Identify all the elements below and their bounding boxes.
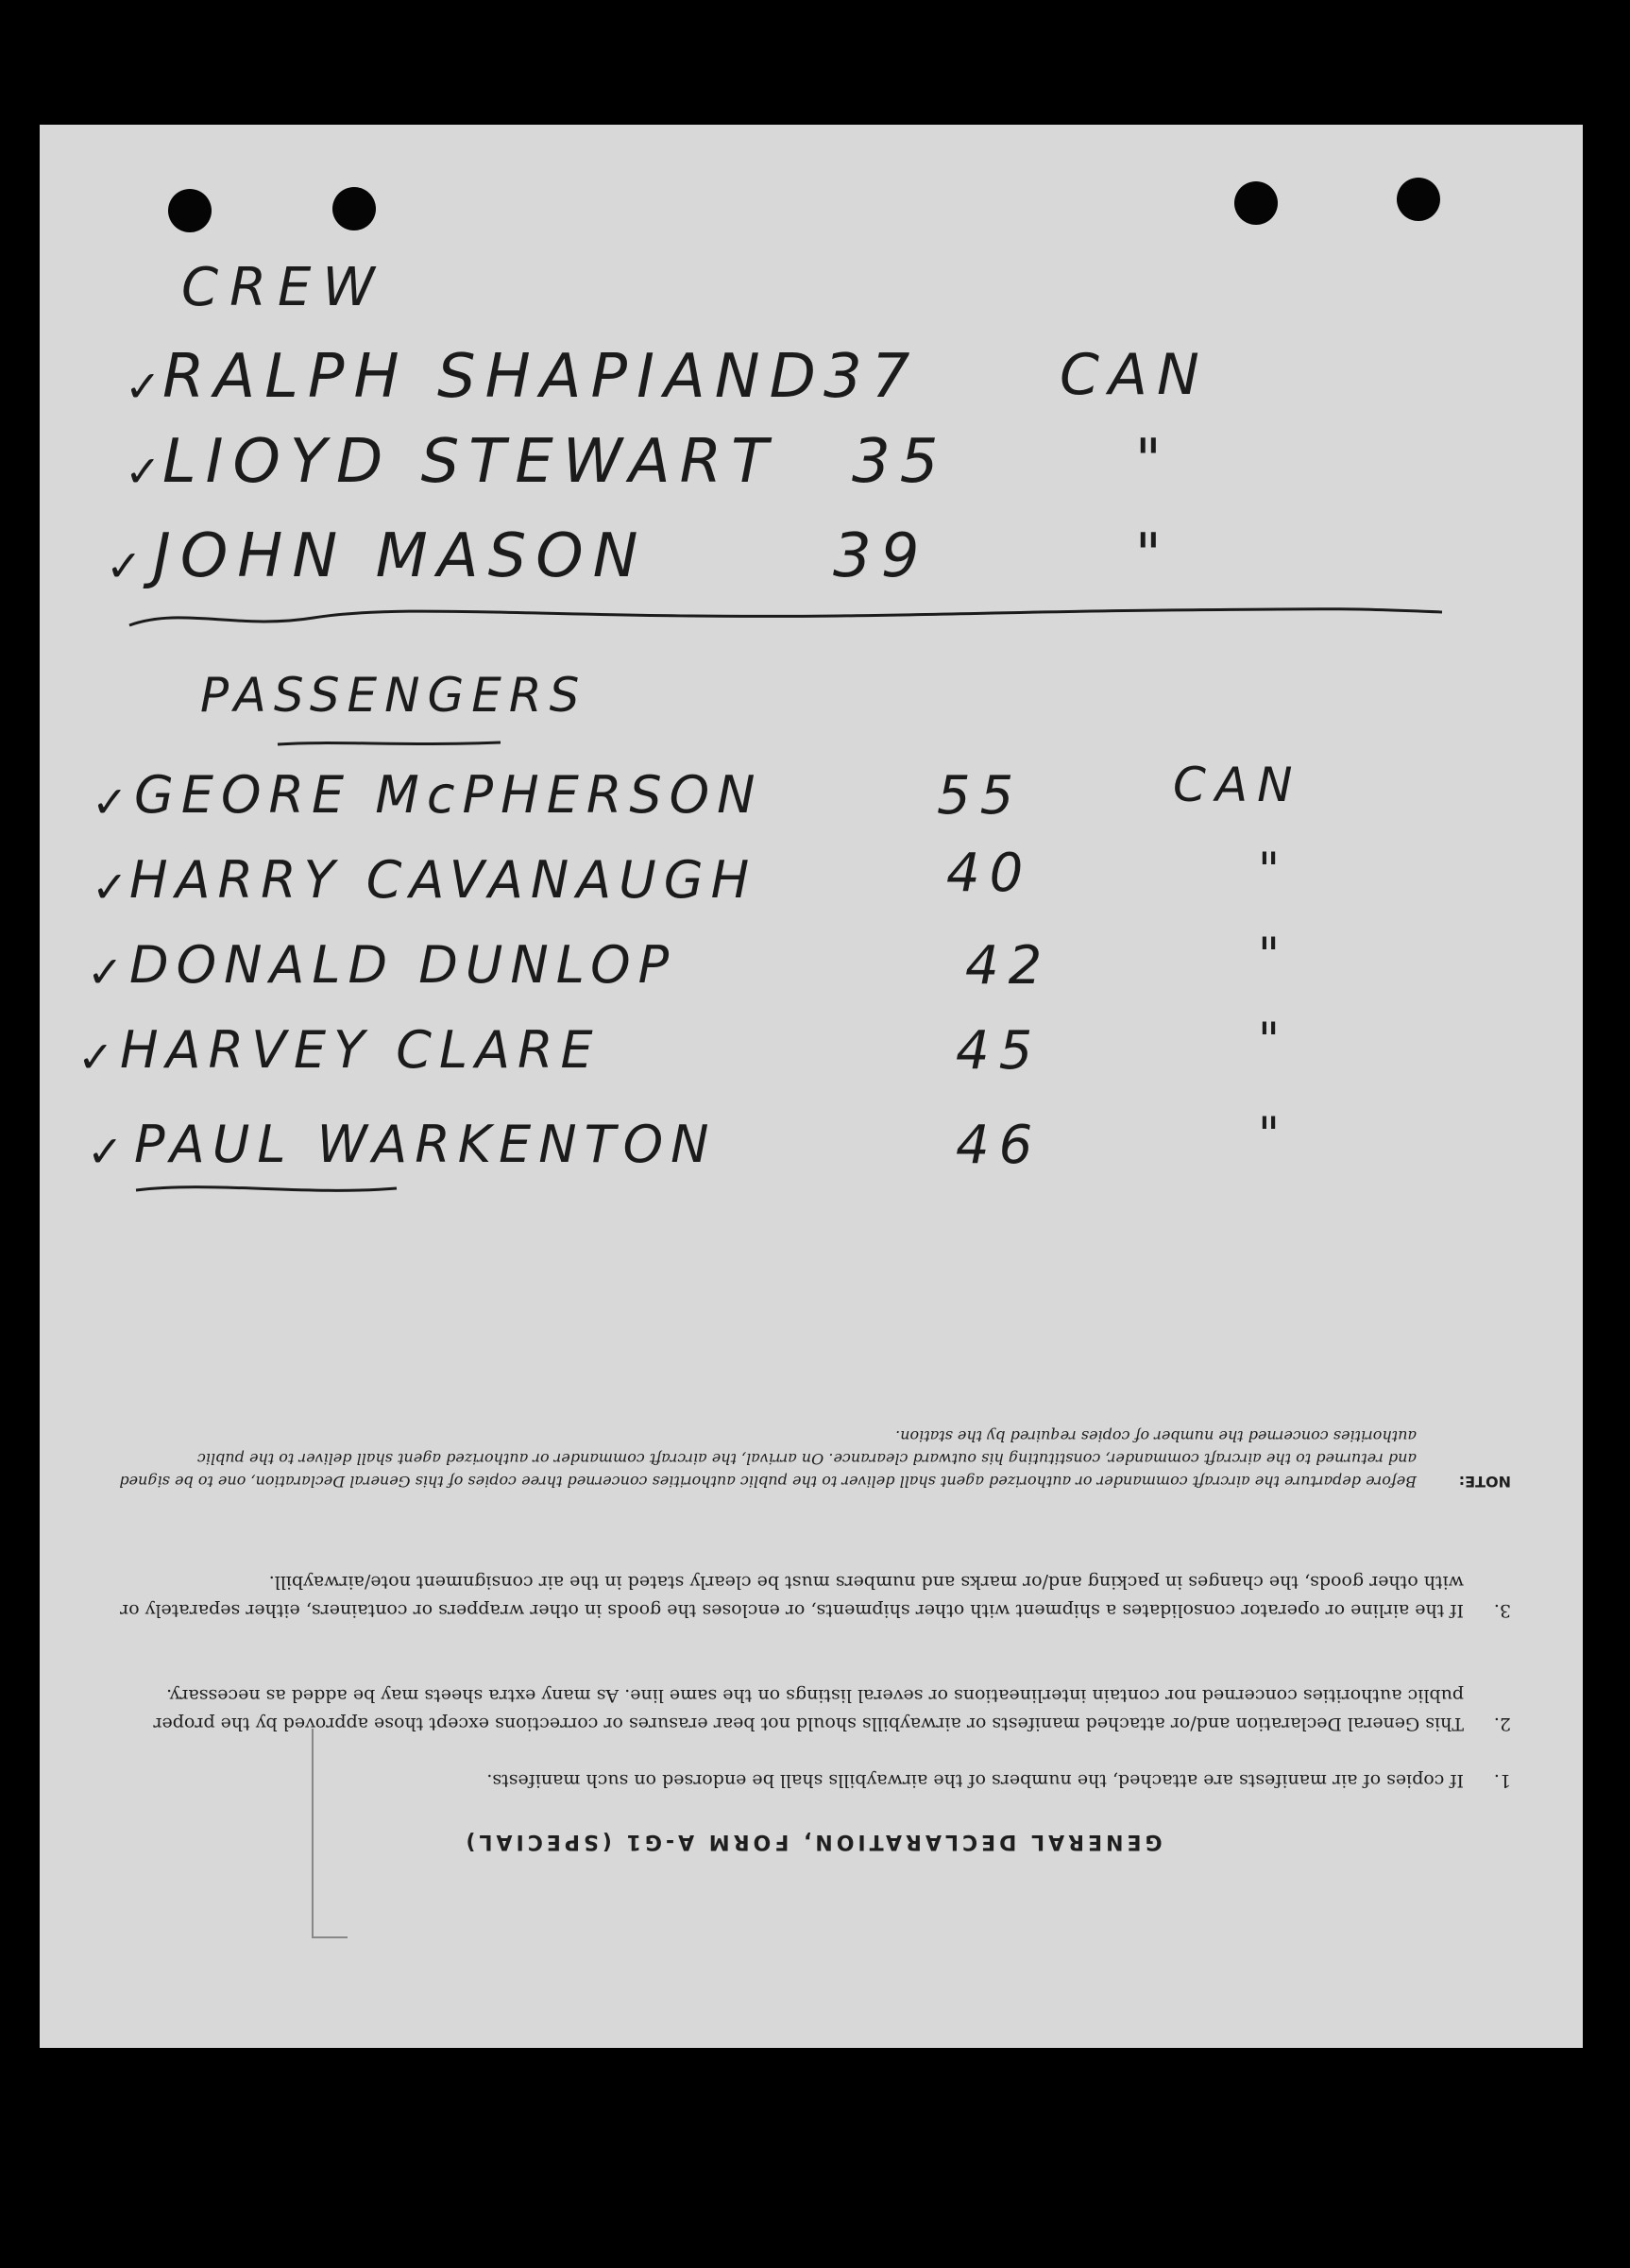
crew-age: 35 bbox=[852, 427, 948, 497]
note-label: NOTE: bbox=[1458, 1473, 1511, 1491]
item-number: 3. bbox=[1493, 1600, 1511, 1621]
item-number: 2. bbox=[1493, 1714, 1511, 1734]
passenger-row bbox=[40, 1013, 1583, 1088]
wavy-divider bbox=[125, 597, 1447, 635]
check-mark: ✓ bbox=[92, 861, 128, 912]
crew-heading: CREW bbox=[181, 257, 386, 318]
check-mark: ✓ bbox=[92, 776, 128, 827]
passenger-row bbox=[40, 843, 1583, 918]
passenger-age: 40 bbox=[946, 843, 1033, 904]
note-block bbox=[113, 1424, 1511, 1492]
passenger-age: 45 bbox=[956, 1020, 1043, 1082]
crew-nationality: CAN bbox=[1060, 342, 1209, 408]
faint-stamp bbox=[312, 1729, 348, 1938]
crew-row bbox=[40, 427, 1583, 503]
item-text: This General Declaration and/or attached manifests or airwaybills should not bear erasures or corrections except those approved by the proper public authorities concerned nor contain interlineations or several listings on the same line. As many extra sheets may be added as necessary. bbox=[153, 1685, 1464, 1734]
passenger-nationality: CAN bbox=[1173, 758, 1302, 812]
printed-instructions bbox=[76, 1313, 1549, 1870]
passenger-row bbox=[40, 758, 1583, 833]
passenger-name: PAUL WARKENTON bbox=[134, 1115, 717, 1174]
instruction-item bbox=[113, 1568, 1511, 1625]
crew-age: 37 bbox=[823, 342, 920, 412]
crew-row bbox=[40, 342, 1583, 418]
crew-nationality: " bbox=[1135, 521, 1171, 588]
check-mark: ✓ bbox=[125, 361, 161, 412]
punch-hole bbox=[332, 187, 376, 230]
item-text: If the airline or operator consolidates a shipment with other shipments, or encloses the goods in other wrappers or containers, either separately or with other goods, the changes in packing and/or marks and numbers must be clearly stated in the air consignment note/airwaybill. bbox=[120, 1572, 1464, 1621]
punch-hole bbox=[168, 189, 212, 232]
check-mark: ✓ bbox=[106, 540, 143, 591]
crew-row bbox=[40, 521, 1583, 597]
name-underline bbox=[134, 1171, 399, 1200]
passenger-name: HARVEY CLARE bbox=[120, 1020, 601, 1080]
check-mark: ✓ bbox=[87, 946, 124, 998]
passenger-nationality: " bbox=[1258, 843, 1289, 897]
passenger-name: GEORE McPHERSON bbox=[134, 765, 763, 825]
crew-name: RALPH SHAPIAND bbox=[162, 342, 825, 412]
crew-name: LIOYD STEWART bbox=[162, 427, 778, 497]
passenger-nationality: " bbox=[1258, 928, 1289, 982]
check-mark: ✓ bbox=[77, 1032, 114, 1083]
form-title: GENERAL DECLARATION, FORM A-G1 (SPECIAL) bbox=[462, 1830, 1163, 1853]
heading-underline bbox=[276, 737, 502, 750]
passenger-row bbox=[40, 928, 1583, 1003]
item-number: 1. bbox=[1493, 1770, 1511, 1791]
passenger-age: 42 bbox=[965, 935, 1052, 997]
passengers-heading: PASSENGERS bbox=[200, 668, 587, 723]
check-mark: ✓ bbox=[125, 446, 161, 497]
punch-hole bbox=[1397, 178, 1440, 221]
passenger-age: 46 bbox=[956, 1115, 1043, 1176]
passenger-name: DONALD DUNLOP bbox=[129, 935, 677, 995]
passenger-name: HARRY CAVANAUGH bbox=[129, 850, 757, 910]
note-text: Before departure the aircraft commander or authorized agent shall deliver to the public authorities concerned three copies of this General Declaration, one to be signed and returned to the aircraft commander, constituting his outward clearance. On arrival, the aircraft commander or authorized agent shall deliver to the public authorities concerned the number of copies required by the station. bbox=[119, 1427, 1417, 1491]
passenger-age: 55 bbox=[937, 765, 1024, 827]
check-mark: ✓ bbox=[87, 1126, 124, 1177]
crew-nationality: " bbox=[1135, 427, 1171, 493]
item-text: If copies of air manifests are attached, the numbers of the airwaybills shall be endorsed on such manifests. bbox=[486, 1770, 1464, 1791]
passenger-nationality: " bbox=[1258, 1013, 1289, 1067]
passenger-nationality: " bbox=[1258, 1107, 1289, 1162]
crew-name: JOHN MASON bbox=[153, 521, 648, 591]
crew-age: 39 bbox=[833, 521, 929, 591]
punch-hole bbox=[1234, 181, 1278, 225]
